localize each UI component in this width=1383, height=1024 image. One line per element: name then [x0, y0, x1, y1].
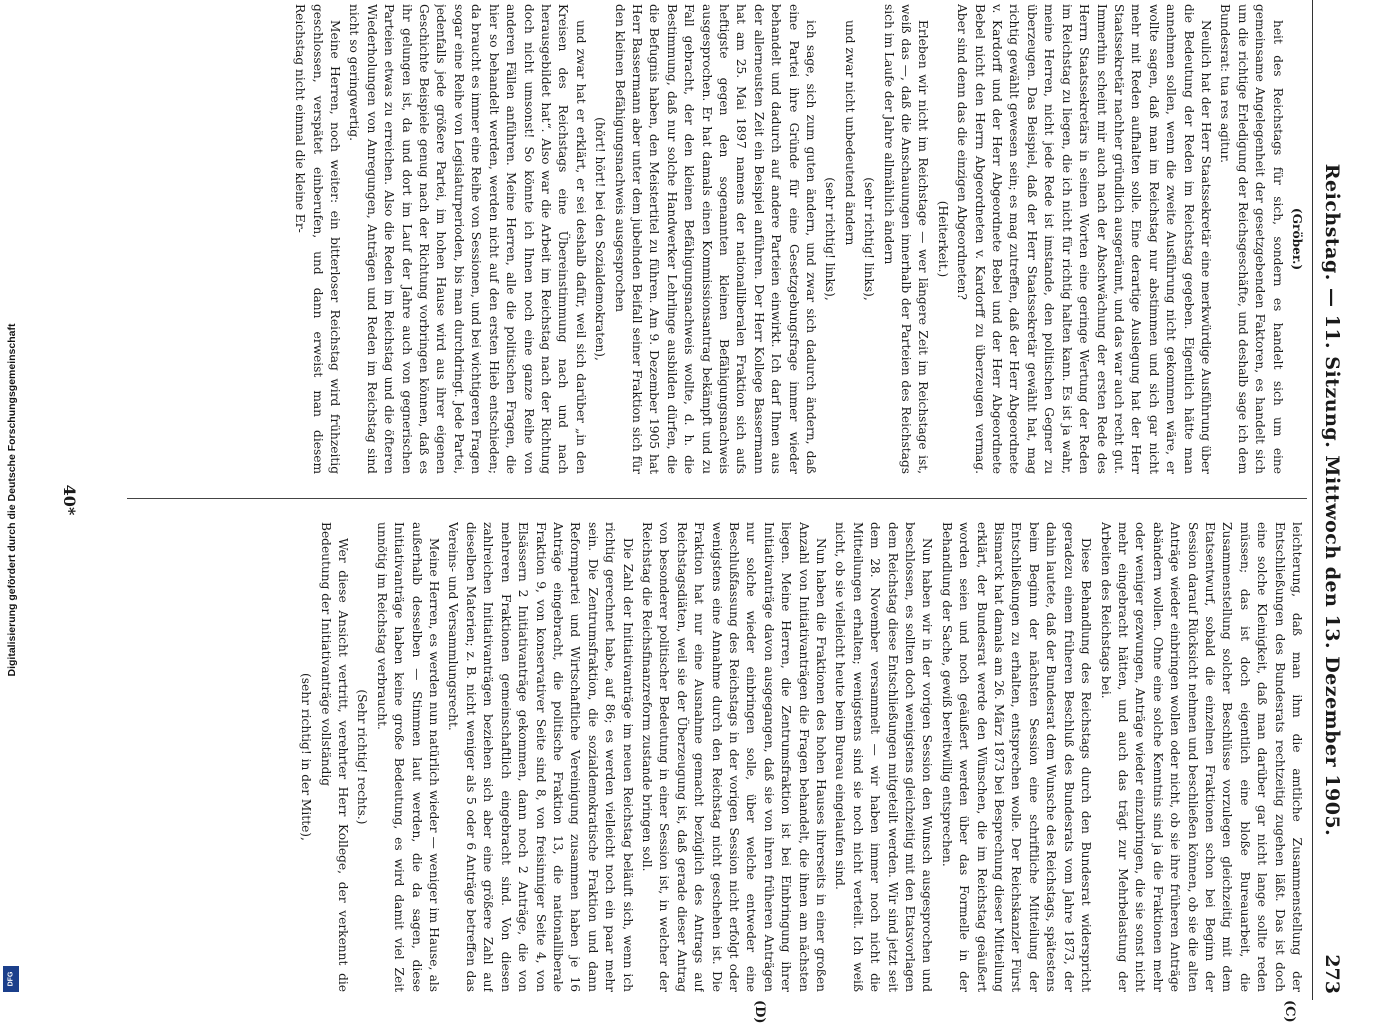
interjection: (sehr richtig! in der Mitte), [299, 673, 314, 841]
paragraph: Nun haben die Fraktionen des hohen Hauses ihrerseits in einer großen Anzahl von Initiativanträgen die Fragen behandelt, die ihnen am nächsten liegen. Meine Herren, die Zentrumsfraktion ist bei Einbringung ihrer Initiativanträge davon ausgegangen, daß sie von ihren früheren Anträgen nur solche wieder einbringen solle, über welche entweder eine Beschlußfassung des Reichstags in der vorigen Session nicht erfolgt oder wenigstens eine Annahme durch den Reichstag nicht geschehen ist. Die Fraktion hat nur eine Ausnahme gemacht bezüglich des Antrags auf Reichstagsdiäten, weil sie der Überzeugung ist, daß gerade dieser Antrag von besonderer politischer Bedeutung in einer Session ist, in welcher der Reichstag die Reichsfinanzreform zustande bringen soll. [639, 522, 829, 992]
paragraph: Meine Herren, es werden nun natürlich wieder — weniger im Hause, als außerhalb desselben — Stimmen laut werden, die da sagen, diese Initiativanträge haben keine große Bedeutung, es wird damit viel Zeit unnötig im Reichstag verbraucht. [374, 522, 442, 992]
margin-mark-c: (C) [1282, 1000, 1297, 1023]
paragraph: ich sage, sich zum guten ändern, und zwar sich dadurch ändern, daß eine Partei ihre Gründe für eine Gesetzgebungsfrage immer wieder behandelt und dadurch auf andere Parteien einwirkt. Ich darf Ihnen aus der allerneusten Zeit ein Beispiel anführen. Der Herr Kollege Bassermann hat am 25. Mai 1897 namens der nationalliberalen Fraktion sich aufs heftigste gegen den sogenannten kleinen Befähigungsnachweis ausgesprochen. Er hat damals einen Kommissionsantrag bekämpft und zu Fall gebracht, der den kleinen Befähigungsnachweis wollte, d. h. die Bestimmung, daß nur solche Handwerker Lehrlinge ausbilden dürfen, die die Befugnis haben, den Meistertitel zu führen. Am 9. Dezember 1905 hat Herr Bassermann aber unter dem jubelnden Beifall seiner Fraktion sich für den kleinen Befähigungsnachweis ausgesprochen [612, 4, 819, 474]
column-divider [127, 498, 1307, 499]
page-header [1312, 0, 1347, 1000]
paragraph: Neulich hat der Herr Staatssekretär eine merkwürdige Ausführung über die Bedeutung der Reden im Reichstag gegeben. Eigentlich hätte man annehmen sollen, wenn die zweite Ausführung nicht gekommen wäre, er wollte sagen, daß man im Reichstag nur abstimmen und sich gar nicht mehr mit Reden aufhalten solle. Eine derartige Auslegung hat der Herr Staatssekretär nachher gründlich ausgeräumt, und das war auch recht gut. Immerhin scheint mir auch nach der Abschwächung der ersten Rede des Herrn Staatssekretärs in seinen Worten eine geringe Wertung der Reden im Reichstag zu liegen, die ich nicht für richtig halten kann. Es ist ja wahr, meine Herren, nicht jede Rede ist imstande, den politischen Gegner zu überzeugen. Das Beispiel, daß der Herr Staatssekretär gewählt hat, mag richtig gewählt gewesen sein; es mag zutreffen, daß der Herr Abgeordnete v. Kardorff und der Herr Abgeordnete Bebel und der Herr Abgeordnete Bebel nicht den Herrn Abgeordneten v. Kardorff zu überzeugen vermag. Aber sind denn das die einzigen Abgeordneten? [955, 4, 1213, 474]
paragraph: und zwar hat er erklärt, er sei deshalb dafür, weil sich darüber „in den Kreisen des Reichstags eine Übereinstimmung nach und nach herausgebildet hat“. Also war die Arbeit im Reichstag nach der Richtung doch nicht umsonst! So könnte ich Ihnen noch eine ganze Reihe von anderen Fällen anführen. Meine Herren, alle die politischen Fragen, die hier so behandelt werden, werden nicht auf den ersten Hieb entschieden; da braucht es immer eine Reihe von Sessionen, und bei wichtigeren Fragen sogar eine Reihe von Legislaturperioden, bis man durchdringt. Jede Partei, jedenfalls jede größere Partei, im hohen Hause wird aus ihrer eigenen Geschichte Beispiele genug nach der Richtung vorbringen können, daß es ihr gelungen ist, da und dort im Lauf der Jahre auch von gegnerischen Parteien etwas zu erreichen. Also die Reden im Reichstag und die öfteren Wiederholungen von Anregungen, Anträgen und Reden im Reichstag sind nicht so geringwertig. [347, 4, 588, 474]
dfg-logo: DFG [3, 966, 19, 992]
paragraph: Nun haben wir in der vorigen Session den Wunsch ausgesprochen und beschlossen, es sollten doch wenigstens gleichzeitig mit den Etatsvorlagen dem Reichstag diese Entschließungen mitgeteilt werden. Wir sind jetzt seit dem 28. November versammelt — wir haben immer noch nicht die Mitteilungen erhalten; wenigstens sind sie noch nicht verteilt. Ich weiß nicht, ob sie vielleicht heute beim Bureau eingelaufen sind. [833, 522, 935, 992]
margin-mark-d: (D) [752, 1000, 767, 1024]
paragraph: Erleben wir nicht im Reichstage — wer längere Zeit im Reichstage ist, weiß das —, daß die Anschauungen innerhalb der Parteien des Reichstags sich im Laufe der Jahre allmählich ändern [881, 4, 931, 474]
paragraph: Meine Herren, noch weiter: ein bitterloser Reichstag wird frühzeitig geschlossen, verspätet einberufen, und dann erweist man diesem Reichstag nicht einmal die kleine Er- [293, 4, 343, 474]
digitization-credit: Digitalisierung gefördert durch die Deutsche Forschungsgemeinschaft [6, 323, 18, 677]
interjection: (Heiterkeit.) [935, 200, 950, 278]
paragraph: Wer diese Ansicht vertritt, verehrter Herr Kollege, der verkennt die Bedeutung der Initiativanträge vollständig [318, 522, 351, 992]
paragraph: Die Zahl der Initiativanträge im neuen Reichstag beläuft sich, wenn ich richtig gerechnet habe, auf 86; es werden vielleicht noch ein paar mehr sein. Die Zentrumsfraktion, die sozialdemokratische Fraktion und dann Reformpartei und Wirtschaftliche Vereinigung zusammen haben je 16 Anträge eingebracht, die politische Fraktion 13, die nationalliberale Fraktion 9, von konservativer Seite sind 8, von freisinniger Seite 4, von Elsässern 2 Initiativanträge gekommen, dann noch 2 Anträge, die von mehreren Fraktionen gemeinschaftlich eingebracht sind. Von diesen zahlreichen Initiativanträgen beziehen sich aber eine größere Zahl auf dieselben Materien; z. B. nicht weniger als 5 oder 6 Anträge betreffen das Vereins- und Versammlungsrecht. [446, 522, 635, 992]
speaker-name: (Gröber.) [1290, 207, 1304, 271]
interjection: (Sehr richtig! rechts.) [355, 689, 370, 825]
interjection: (hört! hört! bei den Sozialdemokraten), [593, 117, 608, 361]
paragraph: und zwar nicht unbedeutend ändern [842, 20, 857, 246]
page-title: Reichstag. — 11. Sitzung. Mittwoch den 13. Dezember 1905. [1321, 163, 1343, 837]
paragraph: leichterung, daß man ihm die amtliche Zusammenstellung der Entschließungen des Bundesrats rechtzeitig zugehen läßt. Das ist doch eine solche Kleinigkeit, daß man darüber gar nicht lange sollte reden müssen; das ist doch eigentlich eine bloße Bureauarbeit, die Zusammenstellung solcher Beschlüsse vorzulegen gleichzeitig mit dem Etatsentwurf, sobald die einzelnen Fraktionen schon bei Beginn der Session darauf Rücksicht nehmen und beschließen können, ob sie die alten Anträge wieder einbringen wollen oder nicht, ob sie ihre früheren Anträge abändern wollen. Ohne eine solche Kenntnis sind ja die Fraktionen mehr oder weniger gezwungen, Anträge wieder einzubringen, die sie sonst nicht mehr eingebracht hätten, und auch das trägt zur Mehrbelastung der Arbeiten des Reichstags bei. [1098, 522, 1304, 992]
page-number: 273 [1321, 954, 1343, 994]
right-column [55, 522, 1305, 992]
paragraph: Diese Behandlung des Reichstags durch den Bundesrat widerspricht geradezu einem früheren Beschluß des Bundesrats vom Jahre 1873, der dahin lautete, daß der Bundesrat dem Wunsche des Reichstags, spätestens beim Beginn der nächsten Session eine schriftliche Mitteilung der Entschließungen zu erhalten, entsprechen wolle. Der Reichskanzler Fürst Bismarck hat damals am 26. März 1873 bei Besprechung dieser Mitteilung erklärt, der Bundesrat werde den Wünschen, die im Reichstag geäußert worden seien und noch geäußert werden über das Formelle in der Behandlung der Sache, gewiß bereitwillig entsprechen. [939, 522, 1094, 992]
rotated-page [7, 0, 1377, 1024]
paragraph: heit des Reichstags für sich, sondern es handelt sich um eine gemeinsame Angelegenheit der gesetzgebenden Faktoren, es handelt sich um die richtige Erledigung der Reichsgeschäfte, und deshalb sage ich dem Bundesrat: tua res agitur. [1218, 4, 1285, 474]
signature-mark: 40* [60, 484, 79, 516]
interjection: (sehr richtig! links), [823, 177, 838, 301]
left-column [55, 4, 1305, 474]
interjection: (sehr richtig! links), [862, 177, 877, 301]
